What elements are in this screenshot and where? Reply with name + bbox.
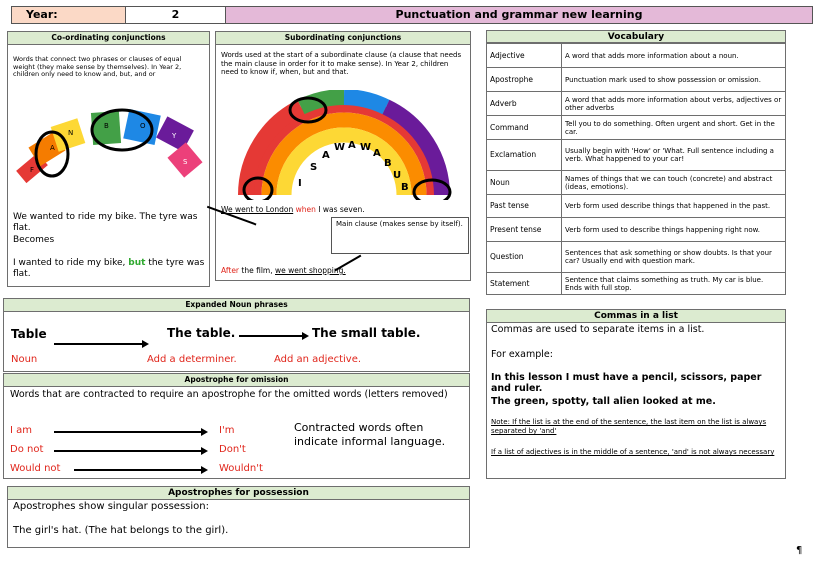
noun-phrase-word-table: Table — [11, 327, 47, 341]
commas-note-1: Note: If the list is at the end of the sentence, the last item on the list is always separated by 'and' — [491, 418, 767, 435]
vocab-definition: Verb form used describe things that happened in the past. — [562, 195, 786, 218]
omission-arrow-1 — [54, 431, 202, 433]
commas-panel — [486, 309, 786, 479]
vocab-definition: Verb form used to describe things happening right now. — [562, 218, 786, 242]
subordinating-intro: Words used at the start of a subordinate clause (a clause that needs the main clause in order for it to make sense). In Year 2, children need to know if, when, but and that. — [221, 51, 462, 76]
rainbow-letter-u: U — [393, 170, 402, 181]
omission-arrow-2 — [54, 450, 202, 452]
rainbow-letter-w: W — [334, 142, 346, 153]
possession-line-1: Apostrophes show singular possession: — [13, 501, 209, 512]
omission-panel — [3, 373, 470, 479]
omission-intro: Words that are contracted to require an apostrophe for the omitted words (letters removed) — [10, 389, 448, 400]
vocabulary-table — [486, 43, 786, 295]
vocab-definition: A word that adds more information about a noun. — [562, 44, 786, 68]
commas-line-2: For example: — [491, 349, 553, 360]
vocab-definition: Names of things that we can touch (concrete) and abstract (ideas, emotions). — [562, 171, 786, 195]
subordinating-title: Subordinating conjunctions — [216, 32, 470, 45]
noun-label-determiner: Add a determiner. — [147, 354, 237, 365]
vocab-term: Apostrophe — [487, 68, 562, 92]
omission-full-3: Would not — [10, 463, 61, 474]
vocab-row — [487, 218, 786, 242]
vocab-definition: Sentence that claims something as truth. My car is blue. Ends with full stop. — [562, 273, 786, 295]
rainbow-letter-w2: W — [360, 142, 372, 153]
omission-short-3: Wouldn't — [219, 463, 263, 474]
rainbow-letter-a3: A — [373, 148, 381, 159]
pilcrow-mark: ¶ — [796, 545, 803, 556]
omission-arrow-3 — [74, 469, 202, 471]
fan-letter-a: A — [50, 144, 55, 152]
vocab-definition: Punctuation mark used to show possession or omission. — [562, 68, 786, 92]
subordinating-panel — [215, 31, 471, 281]
coordinating-title: Co-ordinating conjunctions — [8, 32, 209, 45]
omission-short-2: Don't — [219, 444, 246, 455]
year-label: Year: — [11, 6, 126, 24]
omission-short-1: I'm — [219, 425, 235, 436]
subordinating-example-1: We went to London when I was seven. — [221, 205, 365, 214]
possession-line-2: The girl's hat. (The hat belongs to the girl). — [13, 525, 229, 536]
rainbow-letter-s: S — [310, 162, 318, 173]
vocab-row — [487, 195, 786, 218]
vocab-row — [487, 116, 786, 140]
commas-title: Commas in a list — [487, 310, 785, 323]
fan-letter-o: O — [140, 122, 146, 130]
rainbow-letter-a2: A — [348, 140, 356, 151]
year-value: 2 — [125, 6, 226, 24]
main-clause-note: Main clause (makes sense by itself). — [331, 217, 469, 254]
vocab-term: Exclamation — [487, 140, 562, 171]
vocab-definition: A word that adds more information about verbs, adjectives or other adverbs — [562, 92, 786, 116]
noun-phrases-title: Expanded Noun phrases — [4, 299, 469, 312]
omission-full-2: Do not — [10, 444, 44, 455]
possession-title: Apostrophes for possession — [8, 487, 469, 500]
noun-arrow-2 — [239, 335, 303, 337]
vocab-term: Present tense — [487, 218, 562, 242]
fan-letter-b: B — [104, 122, 109, 130]
rainbow-letter-i: I — [298, 178, 302, 189]
vocab-term: Command — [487, 116, 562, 140]
vocab-term: Noun — [487, 171, 562, 195]
noun-phrase-word-adjective: The small table. — [312, 326, 421, 340]
noun-phrases-panel — [3, 298, 470, 372]
rainbow-letter-b: B — [384, 158, 392, 169]
commas-note-2: If a list of adjectives is in the middle of a sentence, 'and' is not always necessary — [491, 448, 775, 456]
noun-phrase-word-determiner: The table. — [167, 326, 236, 340]
noun-arrow-1 — [54, 343, 143, 345]
vocab-term: Adjective — [487, 44, 562, 68]
vocab-row — [487, 273, 786, 295]
coordinating-becomes: Becomes — [13, 235, 55, 245]
coordinating-example-1: We wanted to ride my bike. The tyre was flat. — [13, 212, 198, 233]
vocabulary-header: Vocabulary — [486, 30, 786, 43]
isawawabub-rainbow-image — [226, 90, 462, 200]
fanboys-fan-image — [10, 100, 210, 192]
coordinating-intro: Words that connect two phrases or clauses of equal weight (they make sense by themselves). In Year 2, children only need to know and, but, and or — [13, 55, 182, 78]
vocab-row — [487, 92, 786, 116]
vocab-term: Question — [487, 242, 562, 273]
vocab-term: Adverb — [487, 92, 562, 116]
vocab-term: Past tense — [487, 195, 562, 218]
fan-letter-y: Y — [172, 132, 177, 140]
subordinating-example-2: After the film, we went shopping. — [221, 266, 346, 275]
omission-title: Apostrophe for omission — [4, 374, 469, 387]
noun-label-noun: Noun — [11, 354, 38, 365]
fan-letter-f: F — [30, 166, 35, 174]
rainbow-letter-b2: B — [401, 182, 409, 193]
vocab-row — [487, 68, 786, 92]
commas-line-1: Commas are used to separate items in a list. — [491, 324, 705, 335]
noun-label-adjective: Add an adjective. — [274, 354, 362, 365]
vocab-term: Statement — [487, 273, 562, 295]
commas-example-1: In this lesson I must have a pencil, scissors, paper and ruler. — [491, 372, 762, 394]
coordinating-panel — [7, 31, 210, 287]
omission-note: Contracted words often indicate informal language. — [294, 421, 446, 448]
vocab-row — [487, 44, 786, 68]
fan-letter-s: S — [183, 158, 188, 166]
vocab-definition: Usually begin with 'How' or 'What. Full sentence including a verb. What happened to your car! — [562, 140, 786, 171]
fan-letter-n: N — [68, 129, 74, 137]
page-title: Punctuation and grammar new learning — [225, 6, 813, 24]
vocab-row — [487, 171, 786, 195]
vocab-row — [487, 242, 786, 273]
possession-panel — [7, 486, 470, 548]
vocab-definition: Sentences that ask something or show doubts. Is that your car? Usually end with question mark. — [562, 242, 786, 273]
vocab-definition: Tell you to do something. Often urgent and short. Get in the car. — [562, 116, 786, 140]
commas-example-2: The green, spotty, tall alien looked at me. — [491, 396, 716, 407]
rainbow-letter-a: A — [322, 150, 330, 161]
omission-full-1: I am — [10, 425, 32, 436]
coordinating-example-2: I wanted to ride my bike, but the tyre was flat. — [13, 258, 205, 279]
vocab-row — [487, 140, 786, 171]
